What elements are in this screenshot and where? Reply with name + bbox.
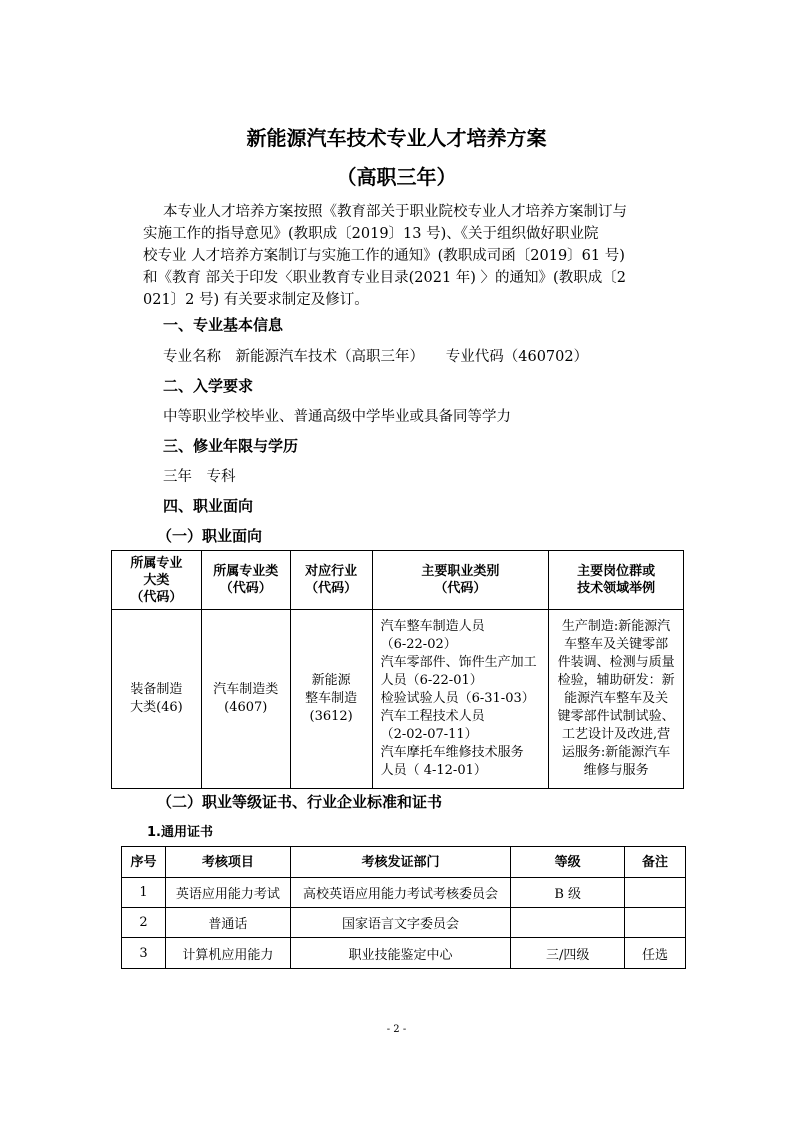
header-issuer: 考核发证部门 xyxy=(290,847,511,878)
intro-line: 本专业人才培养方案按照《教育部关于职业院校专业人才培养方案制订与 xyxy=(163,204,627,220)
section-content-admission: 中等职业学校毕业、普通高级中学毕业或具备同等学力 xyxy=(163,409,511,425)
cell-positions: 生产制造:新能源汽 车整车及关键零部 件装调、检测与质量 检验，辅助研发：新 能源汽车整车及关 键零部件试制试验、 工艺设计及改进,营 运服务:新能源汽车 维修与服务 xyxy=(549,610,684,789)
header-industry: 对应行业 （代码） xyxy=(290,551,372,610)
cell-discipline: 汽车制造类 (4607) xyxy=(201,610,290,789)
section-content-basic-info: 专业名称 新能源汽车技术（高职三年） 专业代码（460702） xyxy=(163,349,589,365)
header-index: 序号 xyxy=(122,847,166,878)
cell-issuer: 高校英语应用能力考试考核委员会 xyxy=(290,878,511,908)
header-occupation: 主要职业类别 （代码） xyxy=(372,551,549,610)
table-row xyxy=(122,908,686,938)
subsection-heading-career: （一）职业面向 xyxy=(157,527,263,545)
section-heading-admission: 二、入学要求 xyxy=(163,377,254,395)
table-row xyxy=(122,878,686,908)
header-positions: 主要岗位群或 技术领域举例 xyxy=(549,551,684,610)
page-number: - 2 - xyxy=(386,1024,407,1035)
cell-issuer: 职业技能鉴定中心 xyxy=(290,938,511,969)
cell-remark xyxy=(625,878,686,908)
section-heading-duration: 三、修业年限与学历 xyxy=(163,437,299,455)
header-level: 等级 xyxy=(511,847,625,878)
section-heading-career: 四、职业面向 xyxy=(163,497,254,515)
intro-line: 校专业 人才培养方案制订与实施工作的通知》(教职成司函〔2019〕61 号) xyxy=(143,248,625,264)
intro-line: 和《教育 部关于印发〈职业教育专业目录(2021 年) 〉的通知》(教职成〔2 xyxy=(143,270,626,286)
cell-level: B 级 xyxy=(511,878,625,908)
document-title: 新能源汽车技术专业人才培养方案 xyxy=(246,126,547,150)
header-remark: 备注 xyxy=(625,847,686,878)
subsection-heading-certificates: （二）职业等级证书、行业企业标准和证书 xyxy=(157,793,443,811)
header-major-discipline: 所属专业类 （代码） xyxy=(201,551,290,610)
cell-index: 1 xyxy=(122,878,166,908)
header-major-category: 所属专业 大类 （代码） xyxy=(112,551,202,610)
section-content-duration: 三年 专科 xyxy=(163,469,236,485)
cell-exam-item: 英语应用能力考试 xyxy=(165,878,290,908)
section-heading-basic-info: 一、专业基本信息 xyxy=(163,316,284,334)
career-table-header-row xyxy=(112,551,684,610)
cell-exam-item: 计算机应用能力 xyxy=(165,938,290,969)
cell-occupations: 汽车整车制造人员 （6-22-02） 汽车零部件、饰件生产加工 人员（6-22-01） 检验试验人员（6-31-03） 汽车工程技术人员 （2-02-07-11） 汽车摩托车维修技术服务 人员（ 4-12-01） xyxy=(372,610,549,789)
cell-level xyxy=(511,908,625,938)
intro-paragraph xyxy=(143,201,677,311)
cell-remark xyxy=(625,908,686,938)
cell-industry: 新能源 整车制造 (3612) xyxy=(290,610,372,789)
career-table-row xyxy=(112,610,684,789)
cell-level: 三/四级 xyxy=(511,938,625,969)
career-table xyxy=(111,550,684,789)
cell-remark: 任选 xyxy=(625,938,686,969)
table-row xyxy=(122,938,686,969)
intro-line: 实施工作的指导意见》(教职成〔2019〕13 号)、《关于组织做好职业院 xyxy=(143,226,599,242)
cell-index: 3 xyxy=(122,938,166,969)
cell-index: 2 xyxy=(122,908,166,938)
document-subtitle: （高职三年） xyxy=(336,165,457,189)
header-exam-item: 考核项目 xyxy=(165,847,290,878)
cell-issuer: 国家语言文字委员会 xyxy=(290,908,511,938)
cell-exam-item: 普通话 xyxy=(165,908,290,938)
intro-line: 021〕2 号) 有关要求制定及修订。 xyxy=(143,292,369,308)
certificate-table-header-row xyxy=(122,847,686,878)
cell-category: 装备制造 大类(46) xyxy=(112,610,202,789)
certificate-list-heading: 1.通用证书 xyxy=(147,825,213,840)
certificate-table xyxy=(121,846,686,969)
